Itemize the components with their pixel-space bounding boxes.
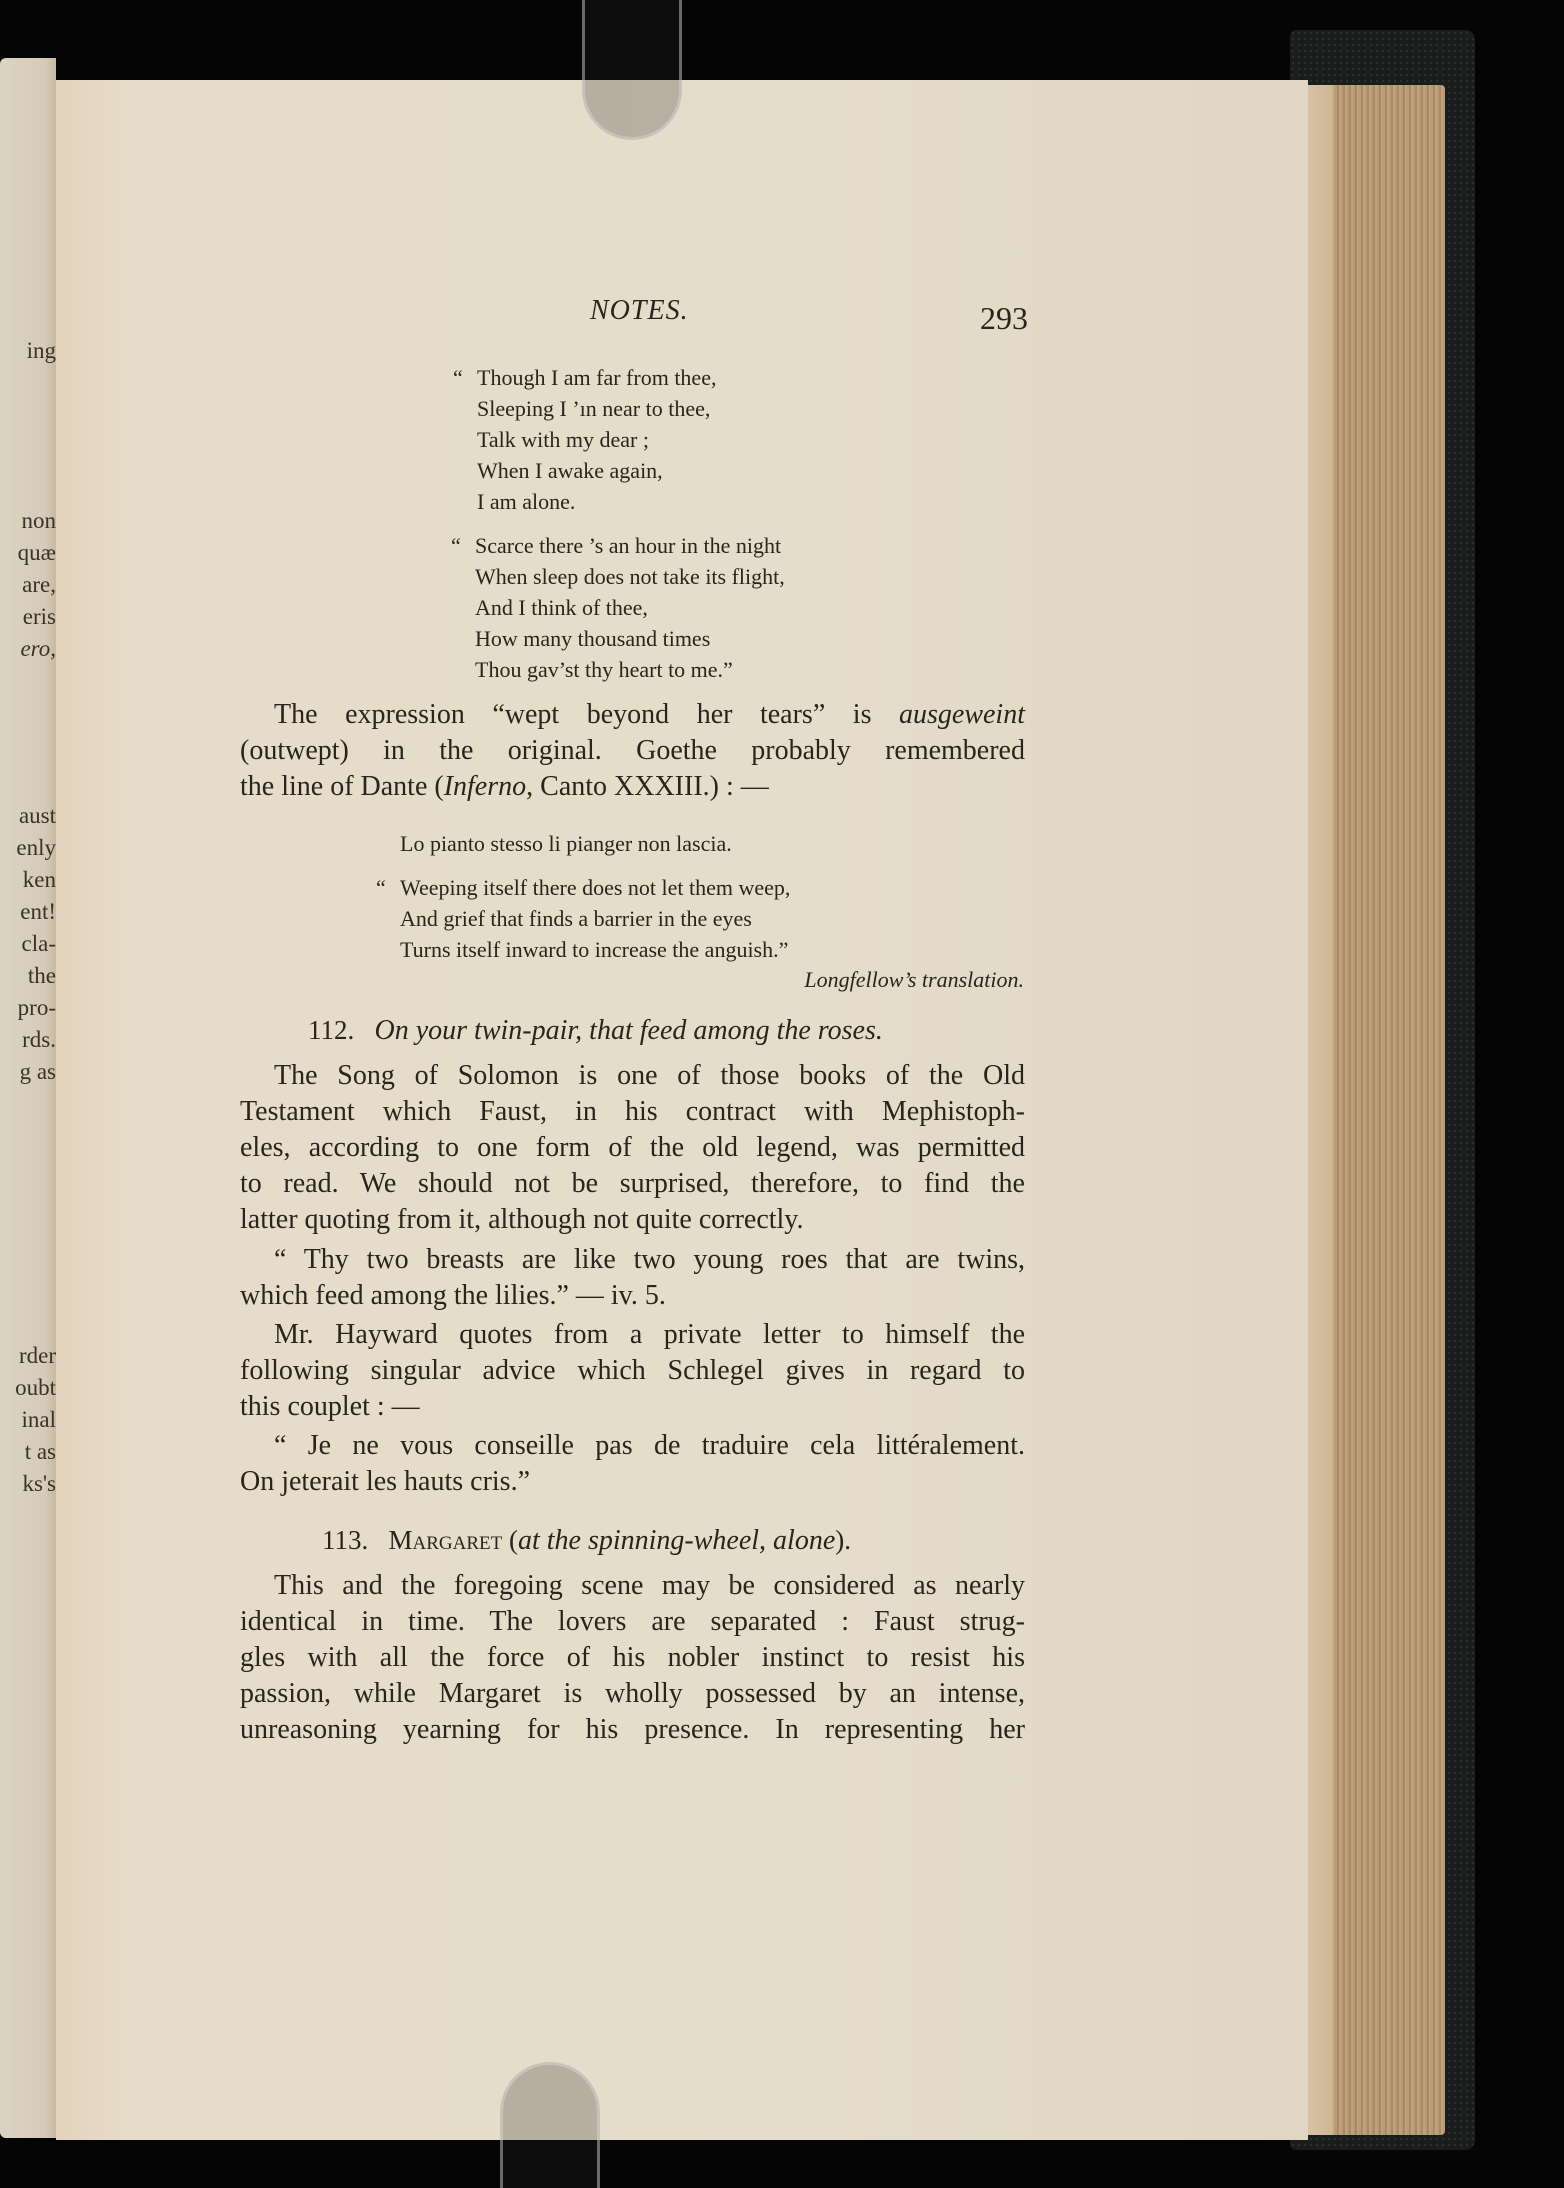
verse-line: Lo pianto stesso li pianger non lascia. bbox=[400, 831, 732, 856]
paren: ( bbox=[508, 1525, 518, 1555]
verse-line: Turns itself inward to increase the anguish.” bbox=[400, 937, 789, 962]
verse-line: Scarce there ’s an hour in the night bbox=[475, 533, 782, 558]
text-line: gles with all the force of his nobler instinct to resist his bbox=[240, 1642, 1025, 1673]
italic-title: Inferno bbox=[443, 771, 527, 802]
text-line: unreasoning yearning for his presence. In representing her bbox=[240, 1714, 1025, 1745]
page-edges bbox=[1305, 85, 1445, 2135]
text-line bbox=[240, 697, 1025, 733]
stage-direction: at the spinning-wheel, alone bbox=[517, 1525, 836, 1556]
text-line: Mr. Hayward quotes from a private letter to himself the bbox=[274, 1319, 1025, 1350]
dante-translation bbox=[376, 872, 791, 965]
left-page-text-fragment: eris bbox=[22, 604, 56, 629]
left-page-text-fragment: inal bbox=[21, 1407, 56, 1432]
open-quote: “ bbox=[376, 875, 386, 900]
verse-line: Talk with my dear ; bbox=[477, 427, 649, 452]
open-quote: “ bbox=[451, 533, 461, 558]
left-page-text-fragment: aust bbox=[18, 803, 56, 828]
page-clip-top bbox=[582, 0, 682, 140]
note-112-heading bbox=[308, 1015, 883, 1047]
verse-line: Sleeping I ’ın near to thee, bbox=[477, 396, 711, 421]
note-number: 112. bbox=[308, 1015, 355, 1045]
verse-line: And I think of thee, bbox=[475, 595, 648, 620]
left-page-text-fragment: rder bbox=[18, 1343, 56, 1368]
text-span: the line of Dante ( bbox=[240, 771, 444, 802]
text-line: On jeterait les hauts cris.” bbox=[240, 1466, 531, 1497]
text-line: to read. We should not be surprised, therefore, to find the bbox=[240, 1168, 1025, 1199]
paragraph-schlegel-french bbox=[240, 1428, 1025, 1500]
text-line bbox=[240, 769, 1025, 805]
note-title: On your twin-pair, that feed among the roses. bbox=[374, 1015, 883, 1046]
left-page-text-fragment: enly bbox=[16, 835, 56, 860]
text-line: This and the foregoing scene may be considered as nearly bbox=[274, 1570, 1025, 1601]
italic-term: ausgeweint bbox=[899, 699, 1025, 730]
left-page-text-fragment: the bbox=[27, 963, 56, 988]
dante-italian bbox=[400, 828, 732, 859]
left-page-text-fragment: ent! bbox=[20, 899, 56, 924]
text-line: this couplet : — bbox=[240, 1391, 420, 1422]
left-page-text-fragment: oubt bbox=[15, 1375, 56, 1400]
verse-line: When sleep does not take its flight, bbox=[475, 564, 785, 589]
left-page-text-fragment: ing bbox=[26, 338, 56, 363]
verse-line: Weeping itself there does not let them weep, bbox=[400, 875, 791, 900]
paragraph-song-of-solomon bbox=[240, 1058, 1025, 1238]
paragraph-hayward bbox=[240, 1317, 1025, 1425]
text-line: eles, according to one form of the old legend, was permitted bbox=[240, 1132, 1025, 1163]
text-span: The expression “wept beyond her tears” is bbox=[274, 699, 899, 730]
left-page-text-fragment: cla- bbox=[21, 931, 56, 956]
left-page-text-fragment: rds. bbox=[22, 1027, 56, 1052]
running-header: NOTES. bbox=[590, 295, 689, 326]
left-page-text-fragment: pro- bbox=[17, 995, 56, 1020]
verse-line: Though I am far from thee, bbox=[477, 365, 717, 390]
text-line: Testament which Faust, in his contract with Mephistoph- bbox=[240, 1096, 1025, 1127]
text-line: “ Thy two breasts are like two young roes that are twins, bbox=[274, 1244, 1025, 1275]
verse-stanza-2 bbox=[451, 530, 785, 685]
verse-line: When I awake again, bbox=[477, 458, 663, 483]
left-page-text-fragment: are, bbox=[22, 572, 56, 597]
left-page-text-fragment: t as bbox=[24, 1439, 56, 1464]
page-clip-bottom bbox=[500, 2062, 600, 2188]
character-name: Margaret bbox=[388, 1525, 503, 1555]
text-line: following singular advice which Schlegel gives in regard to bbox=[240, 1355, 1025, 1386]
text-span: , Canto XXXIII.) : — bbox=[526, 771, 769, 802]
paragraph-ausgeweint bbox=[240, 697, 1025, 805]
verse-line: Thou gav’st thy heart to me.” bbox=[475, 657, 733, 682]
paragraph-margaret bbox=[240, 1568, 1025, 1748]
paragraph-bible-quote bbox=[240, 1242, 1025, 1314]
text-line: The Song of Solomon is one of those books of the Old bbox=[274, 1060, 1025, 1091]
left-page-text-fragment: ken bbox=[22, 867, 56, 892]
left-page-text-fragment: g as bbox=[19, 1059, 56, 1084]
note-number: 113. bbox=[322, 1525, 369, 1555]
attribution: Longfellow’s translation. bbox=[804, 967, 1024, 992]
open-quote: “ bbox=[453, 365, 463, 390]
text-line: passion, while Margaret is wholly possessed by an intense, bbox=[240, 1678, 1025, 1709]
text-line: latter quoting from it, although not quite correctly. bbox=[240, 1204, 804, 1235]
verse-line: I am alone. bbox=[477, 489, 576, 514]
verse-line: How many thousand times bbox=[475, 626, 711, 651]
left-page-text-fragment: quæ bbox=[17, 540, 56, 565]
text-line: (outwept) in the original. Goethe probably remembered bbox=[240, 735, 1025, 766]
verse-line: And grief that finds a barrier in the eyes bbox=[400, 906, 752, 931]
left-page-text-fragment: ks's bbox=[22, 1471, 56, 1496]
note-113-heading bbox=[322, 1525, 851, 1557]
paren: ). bbox=[835, 1525, 852, 1555]
left-page-text-fragment: ero, bbox=[20, 636, 56, 661]
text-line: identical in time. The lovers are separated : Faust strug- bbox=[240, 1606, 1025, 1637]
page-number: 293 bbox=[980, 300, 1028, 336]
left-page bbox=[0, 58, 56, 2138]
text-line: which feed among the lilies.” — iv. 5. bbox=[240, 1280, 666, 1311]
verse-stanza-1 bbox=[453, 362, 717, 517]
text-line: “ Je ne vous conseille pas de traduire cela littéralement. bbox=[274, 1430, 1025, 1461]
left-page-text-fragment: non bbox=[21, 508, 56, 533]
page-edge-highlight bbox=[1305, 85, 1333, 2135]
